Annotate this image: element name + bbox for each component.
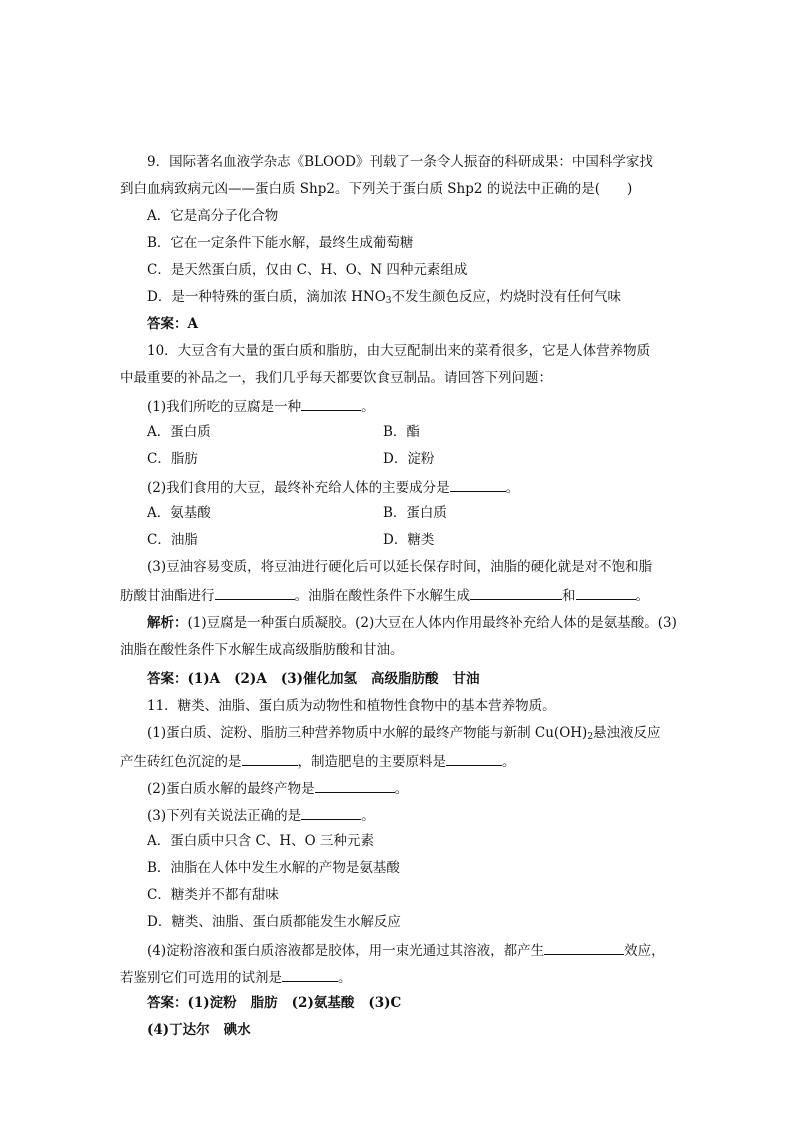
q11-part-3-option-d: D．糖类、油脂、蛋白质都能发生水解反应 (147, 914, 401, 930)
q10-analysis-text-1: (1)豆腐是一种蛋白质凝胶。(2)大豆在人体内作用最终补充给人体的是氨基酸。(3) (187, 615, 677, 631)
q11-part-1-subscript: 2 (587, 732, 594, 742)
q10-part-3-text-a: 肪酸甘油酯进行 (120, 588, 215, 604)
q11-answer-5b: 碘水 (223, 1022, 251, 1038)
q10-answer-label: 答案： (147, 671, 188, 687)
q10-part-1-option-a: A．蛋白质 (147, 424, 211, 440)
q10-answer-2: (2)A (234, 671, 267, 687)
q10-part-2-option-c: C．油脂 (147, 532, 198, 548)
q10-answer (147, 670, 479, 688)
q11-part-3-end: 。 (361, 808, 375, 824)
q11-part-1-end: 。 (502, 754, 516, 770)
q11-part-1-text-c: 产生砖红色沉淀的是 (120, 754, 242, 770)
q11-part-4-text-a: (4)淀粉溶液和蛋白质溶液都是胶体，用一束光通过其溶液，都产生 (147, 943, 545, 959)
q9-answer (147, 315, 198, 333)
answer-blank (446, 751, 502, 766)
q11-answer-5a: (4)丁达尔 (147, 1022, 210, 1038)
q11-part-3-option-a: A．蛋白质中只含 C、H、O 三种元素 (147, 833, 375, 849)
q11-part-2-end: 。 (394, 781, 409, 797)
q11-answer-label: 答案： (147, 995, 188, 1011)
answer-blank (242, 751, 298, 766)
q11-part-1-text-d: ，制造肥皂的主要原料是 (297, 754, 446, 770)
q9-option-d (147, 288, 621, 306)
q9-option-d-text-pre: D．是一种特殊的蛋白质，滴加浓 HNO (147, 289, 386, 305)
answer-blank (301, 396, 361, 411)
answer-blank (215, 585, 295, 600)
answer-blank (282, 967, 338, 982)
q10-answer-1: (1)A (187, 671, 221, 687)
answer-blank (315, 778, 395, 793)
answer-blank (470, 585, 562, 600)
q11-part-4-line-1 (147, 940, 665, 960)
q9-option-b: B．它在一定条件下能水解，最终生成葡萄糖 (147, 235, 414, 251)
answer-blank (450, 477, 506, 492)
q11-part-3-option-c: C．糖类并不都有甜味 (147, 887, 279, 903)
q10-analysis-label: 解析： (147, 615, 188, 631)
q10-part-1-end: 。 (361, 399, 375, 415)
q11-answer-1: (1)淀粉 (187, 995, 237, 1011)
q9-option-d-text-post: 不发生颜色反应，灼烧时没有任何气味 (391, 289, 622, 305)
q11-part-1-line-2 (120, 751, 516, 771)
q11-part-2-text: (2)蛋白质水解的最终产物是 (147, 781, 315, 797)
q10-part-2-text: (2)我们食用的大豆，最终补充给人体的主要成分是 (147, 480, 450, 496)
q11-part-4-text-b: 效应， (624, 943, 665, 959)
q10-part-3-text-and: 和 (562, 588, 576, 604)
q10-part-2-option-a: A．氨基酸 (147, 505, 211, 521)
q11-part-4-end: 。 (338, 970, 352, 986)
q11-part-1-text-b: 悬浊液反应 (593, 725, 661, 741)
q10-part-3-line-1: (3)豆油容易变质，将豆油进行硬化后可以延长保存时间，油脂的硬化就是对不饱和脂 (147, 559, 653, 575)
q10-answer-4: 高级脂肪酸 (370, 671, 439, 687)
answer-blank (576, 585, 636, 600)
q10-analysis-line-2: 油脂在酸性条件下水解生成高级脂肪酸和甘油。 (120, 642, 404, 658)
answer-blank (544, 940, 624, 955)
q11-part-4-line-2 (120, 967, 352, 987)
q11-part-1-line-1 (147, 724, 661, 742)
q9-answer-value: A (187, 316, 198, 332)
q10-analysis-line-1 (147, 614, 677, 632)
q11-part-4-text-c: 若鉴别它们可选用的试剂是 (120, 970, 282, 986)
q10-part-2 (147, 477, 519, 497)
q11-answer-line-2 (147, 1021, 251, 1039)
q10-part-1 (147, 396, 375, 416)
q11-stem: 11．糖类、油脂、蛋白质为动物性和植物性食物中的基本营养物质。 (147, 698, 556, 714)
q11-part-3-option-b: B．油脂在人体中发生水解的产物是氨基酸 (147, 860, 400, 876)
q11-answer-4: (3)C (368, 995, 402, 1011)
q10-part-2-option-b: B．蛋白质 (383, 505, 447, 521)
q10-part-3-end: 。 (635, 588, 649, 604)
q11-part-3 (147, 805, 375, 825)
q9-option-a: A．它是高分子化合物 (147, 208, 279, 224)
q9-option-c: C．是天然蛋白质，仅由 C、H、O、N 四种元素组成 (147, 262, 468, 278)
q10-part-1-text: (1)我们所吃的豆腐是一种 (147, 399, 302, 415)
q11-answer-3: (2)氨基酸 (291, 995, 355, 1011)
q10-answer-5: 甘油 (452, 671, 480, 687)
q9-stem-line-1: 9．国际著名血液学杂志《BLOOD》刊载了一条令人振奋的科研成果：中国科学家找 (147, 154, 653, 170)
q10-part-1-option-d: D．淀粉 (383, 451, 435, 467)
q10-part-1-option-b: B．酯 (383, 424, 420, 440)
q10-part-2-option-d: D．糖类 (383, 532, 435, 548)
q10-part-3-text-b: 。油脂在酸性条件下水解生成 (294, 588, 470, 604)
q9-option-d-subscript: 3 (385, 296, 392, 306)
q11-part-2 (147, 778, 408, 798)
q10-stem-line-2: 中最重要的补品之一，我们几乎每天都要饮食豆制品。请回答下列问题： (120, 370, 552, 386)
q9-stem-line-2: 到白血病致病元凶——蛋白质 Shp2。下列关于蛋白质 Shp2 的说法中正确的是( ) (120, 181, 633, 197)
q10-answer-3: (3)催化加氢 (280, 671, 357, 687)
q10-part-3-line-2 (120, 585, 649, 605)
q10-part-2-end: 。 (505, 480, 520, 496)
q11-answer-2: 脂肪 (250, 995, 278, 1011)
q11-part-1-text-a: (1)蛋白质、淀粉、脂肪三种营养物质中水解的最终产物能与新制 Cu(OH) (147, 725, 588, 741)
q10-part-1-option-c: C．脂肪 (147, 451, 198, 467)
q9-answer-label: 答案： (147, 316, 188, 332)
q10-stem-line-1: 10．大豆含有大量的蛋白质和脂肪，由大豆配制出来的菜肴很多，它是人体营养物质 (147, 343, 651, 359)
answer-blank (301, 805, 361, 820)
q11-answer (147, 994, 401, 1012)
q11-part-3-text: (3)下列有关说法正确的是 (147, 808, 302, 824)
